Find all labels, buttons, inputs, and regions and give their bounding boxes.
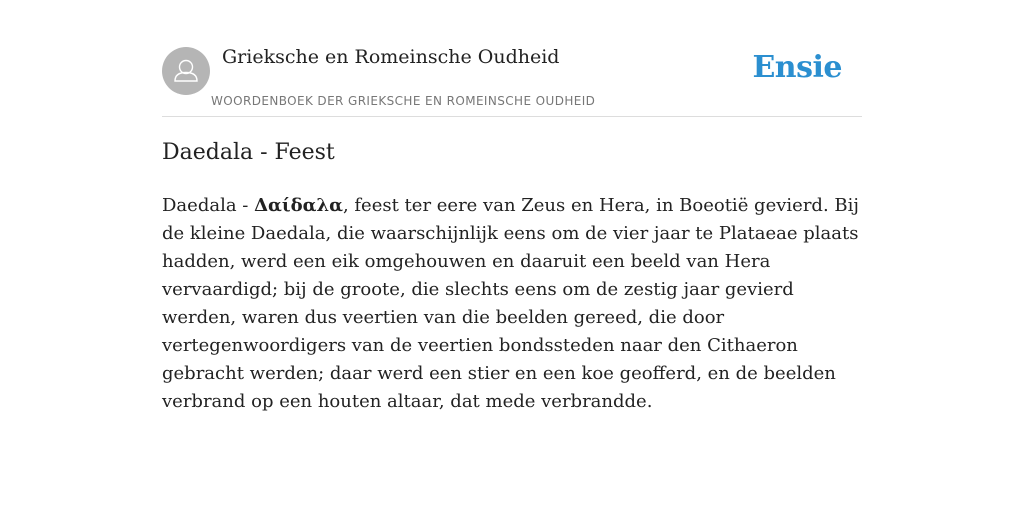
avatar[interactable] xyxy=(162,47,210,95)
header xyxy=(162,0,862,117)
greek-term: Δαίδαλα xyxy=(254,195,343,216)
article-lead: Daedala - xyxy=(162,195,255,216)
article-body: , feest ter eere van Zeus en Hera, in Boeotië gevierd. Bij de kleine Daedala, die waarschijnlijk eens om de vier jaar te Plataeae plaats hadden, werd een eik omgehouwen en daaruit een beeld van Hera vervaardigd; bij de groote, die slechts eens om de zestig jaar gevierd werden, waren dus veertien van die beelden gereed, die door vertegenwoordigers van de veertien bondssteden naar den Cithaeron gebracht werden; daar werd een stier en een koe geofferd, en de beelden verbrand op een houten altaar, dat mede verbrandde. xyxy=(162,195,859,412)
user-silhouette-icon xyxy=(162,47,210,95)
page-container xyxy=(162,0,862,412)
article-text xyxy=(162,192,862,416)
dictionary-name[interactable]: WOORDENBOEK DER GRIEKSCHE EN ROMEINSCHE OUDHEID xyxy=(211,94,596,108)
page-title: Daedala - Feest xyxy=(162,140,335,165)
ensie-logo[interactable]: Ensie xyxy=(752,50,842,85)
owner-name[interactable]: Grieksche en Romeinsche Oudheid xyxy=(222,46,560,68)
